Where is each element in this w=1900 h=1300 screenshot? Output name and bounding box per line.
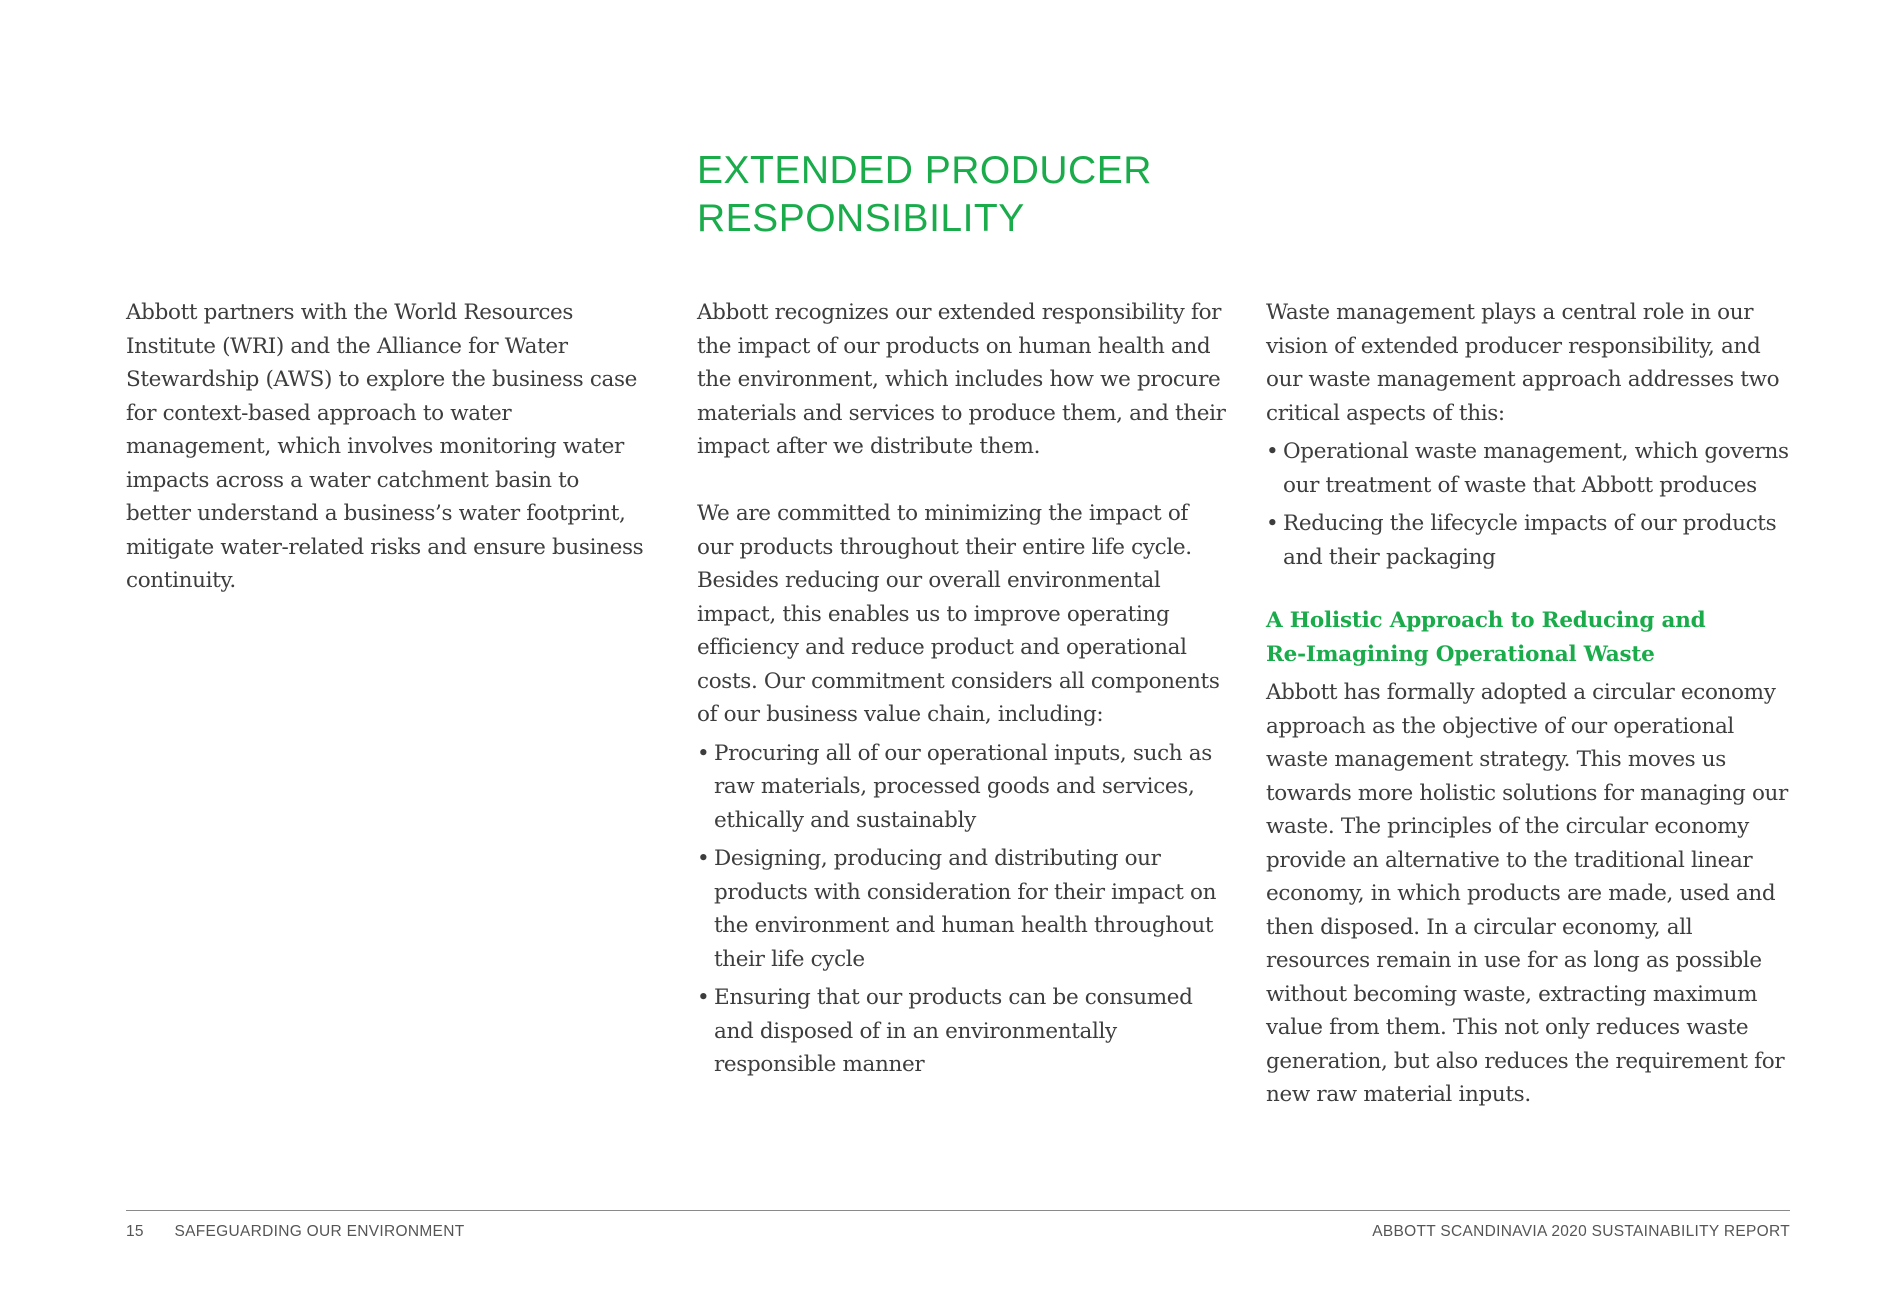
column-3 [1266, 296, 1796, 1112]
list-item: • Ensuring that our products can be consumed and disposed of in an environmentally responsible manner [697, 981, 1227, 1082]
footer-divider [126, 1210, 1790, 1211]
subheading-line-1: A Holistic Approach to Reducing and [1266, 608, 1706, 633]
subheading-line-2: Re-Imagining Operational Waste [1266, 641, 1655, 667]
page-title-line-1: EXTENDED PRODUCER [697, 149, 1152, 192]
section-subheading [1266, 604, 1796, 671]
footer-left [126, 1223, 464, 1241]
waste-management-paragraph: Waste management plays a central role in our vision of extended producer responsibility, and our waste management approach addresses two critical aspects of this: [1266, 300, 1780, 426]
circular-economy-paragraph: Abbott has formally adopted a circular economy approach as the objective of our operational waste management strategy. This moves us towards more holistic solutions for managing our waste. The principles of the circular economy provide an alternative to the traditional linear economy, in which products are made, used and then disposed. In a circular economy, all resources remain in use for as long as possible without becoming waste, extracting maximum value from them. This not only reduces waste generation, but also reduces the requirement for new raw material inputs. [1266, 680, 1788, 1107]
list-item: • Designing, producing and distributing our products with consideration for their impact on the environment and human health throughout their life cycle [697, 842, 1227, 976]
column-2 [697, 296, 1227, 1087]
page-title [697, 147, 1257, 243]
page-number: 15 [126, 1223, 144, 1240]
list-item: • Reducing the lifecycle impacts of our products and their packaging [1266, 507, 1796, 574]
footer-report-title: ABBOTT SCANDINAVIA 2020 SUSTAINABILITY REPORT [1372, 1223, 1790, 1240]
footer-section-name: SAFEGUARDING OUR ENVIRONMENT [174, 1223, 465, 1240]
list-item: • Operational waste management, which governs our treatment of waste that Abbott produces [1266, 435, 1796, 502]
responsibility-paragraph: Abbott recognizes our extended responsibility for the impact of our products on human health and the environment, which includes how we procure materials and services to produce them, and their impact after we distribute them. [697, 300, 1226, 459]
column-1 [126, 296, 646, 598]
page-title-line-2: RESPONSIBILITY [697, 197, 1025, 240]
water-partnership-paragraph: Abbott partners with the World Resources Institute (WRI) and the Alliance for Water Stewardship (AWS) to explore the business case for context-based approach to water management, which involves monitoring water impacts across a water catchment basin to better understand a business’s water footprint, mitigate water-related risks and ensure business continuity. [126, 300, 644, 593]
commitment-paragraph: We are committed to minimizing the impact of our products throughout their entire life cycle. Besides reducing our overall environmental impact, this enables us to improve operating efficiency and reduce product and operational costs. Our commitment considers all components of our business value chain, including: [697, 501, 1220, 727]
waste-aspects-list [1266, 435, 1796, 574]
list-item: • Procuring all of our operational inputs, such as raw materials, processed goods and services, ethically and sustainably [697, 737, 1227, 838]
value-chain-list [697, 737, 1227, 1082]
